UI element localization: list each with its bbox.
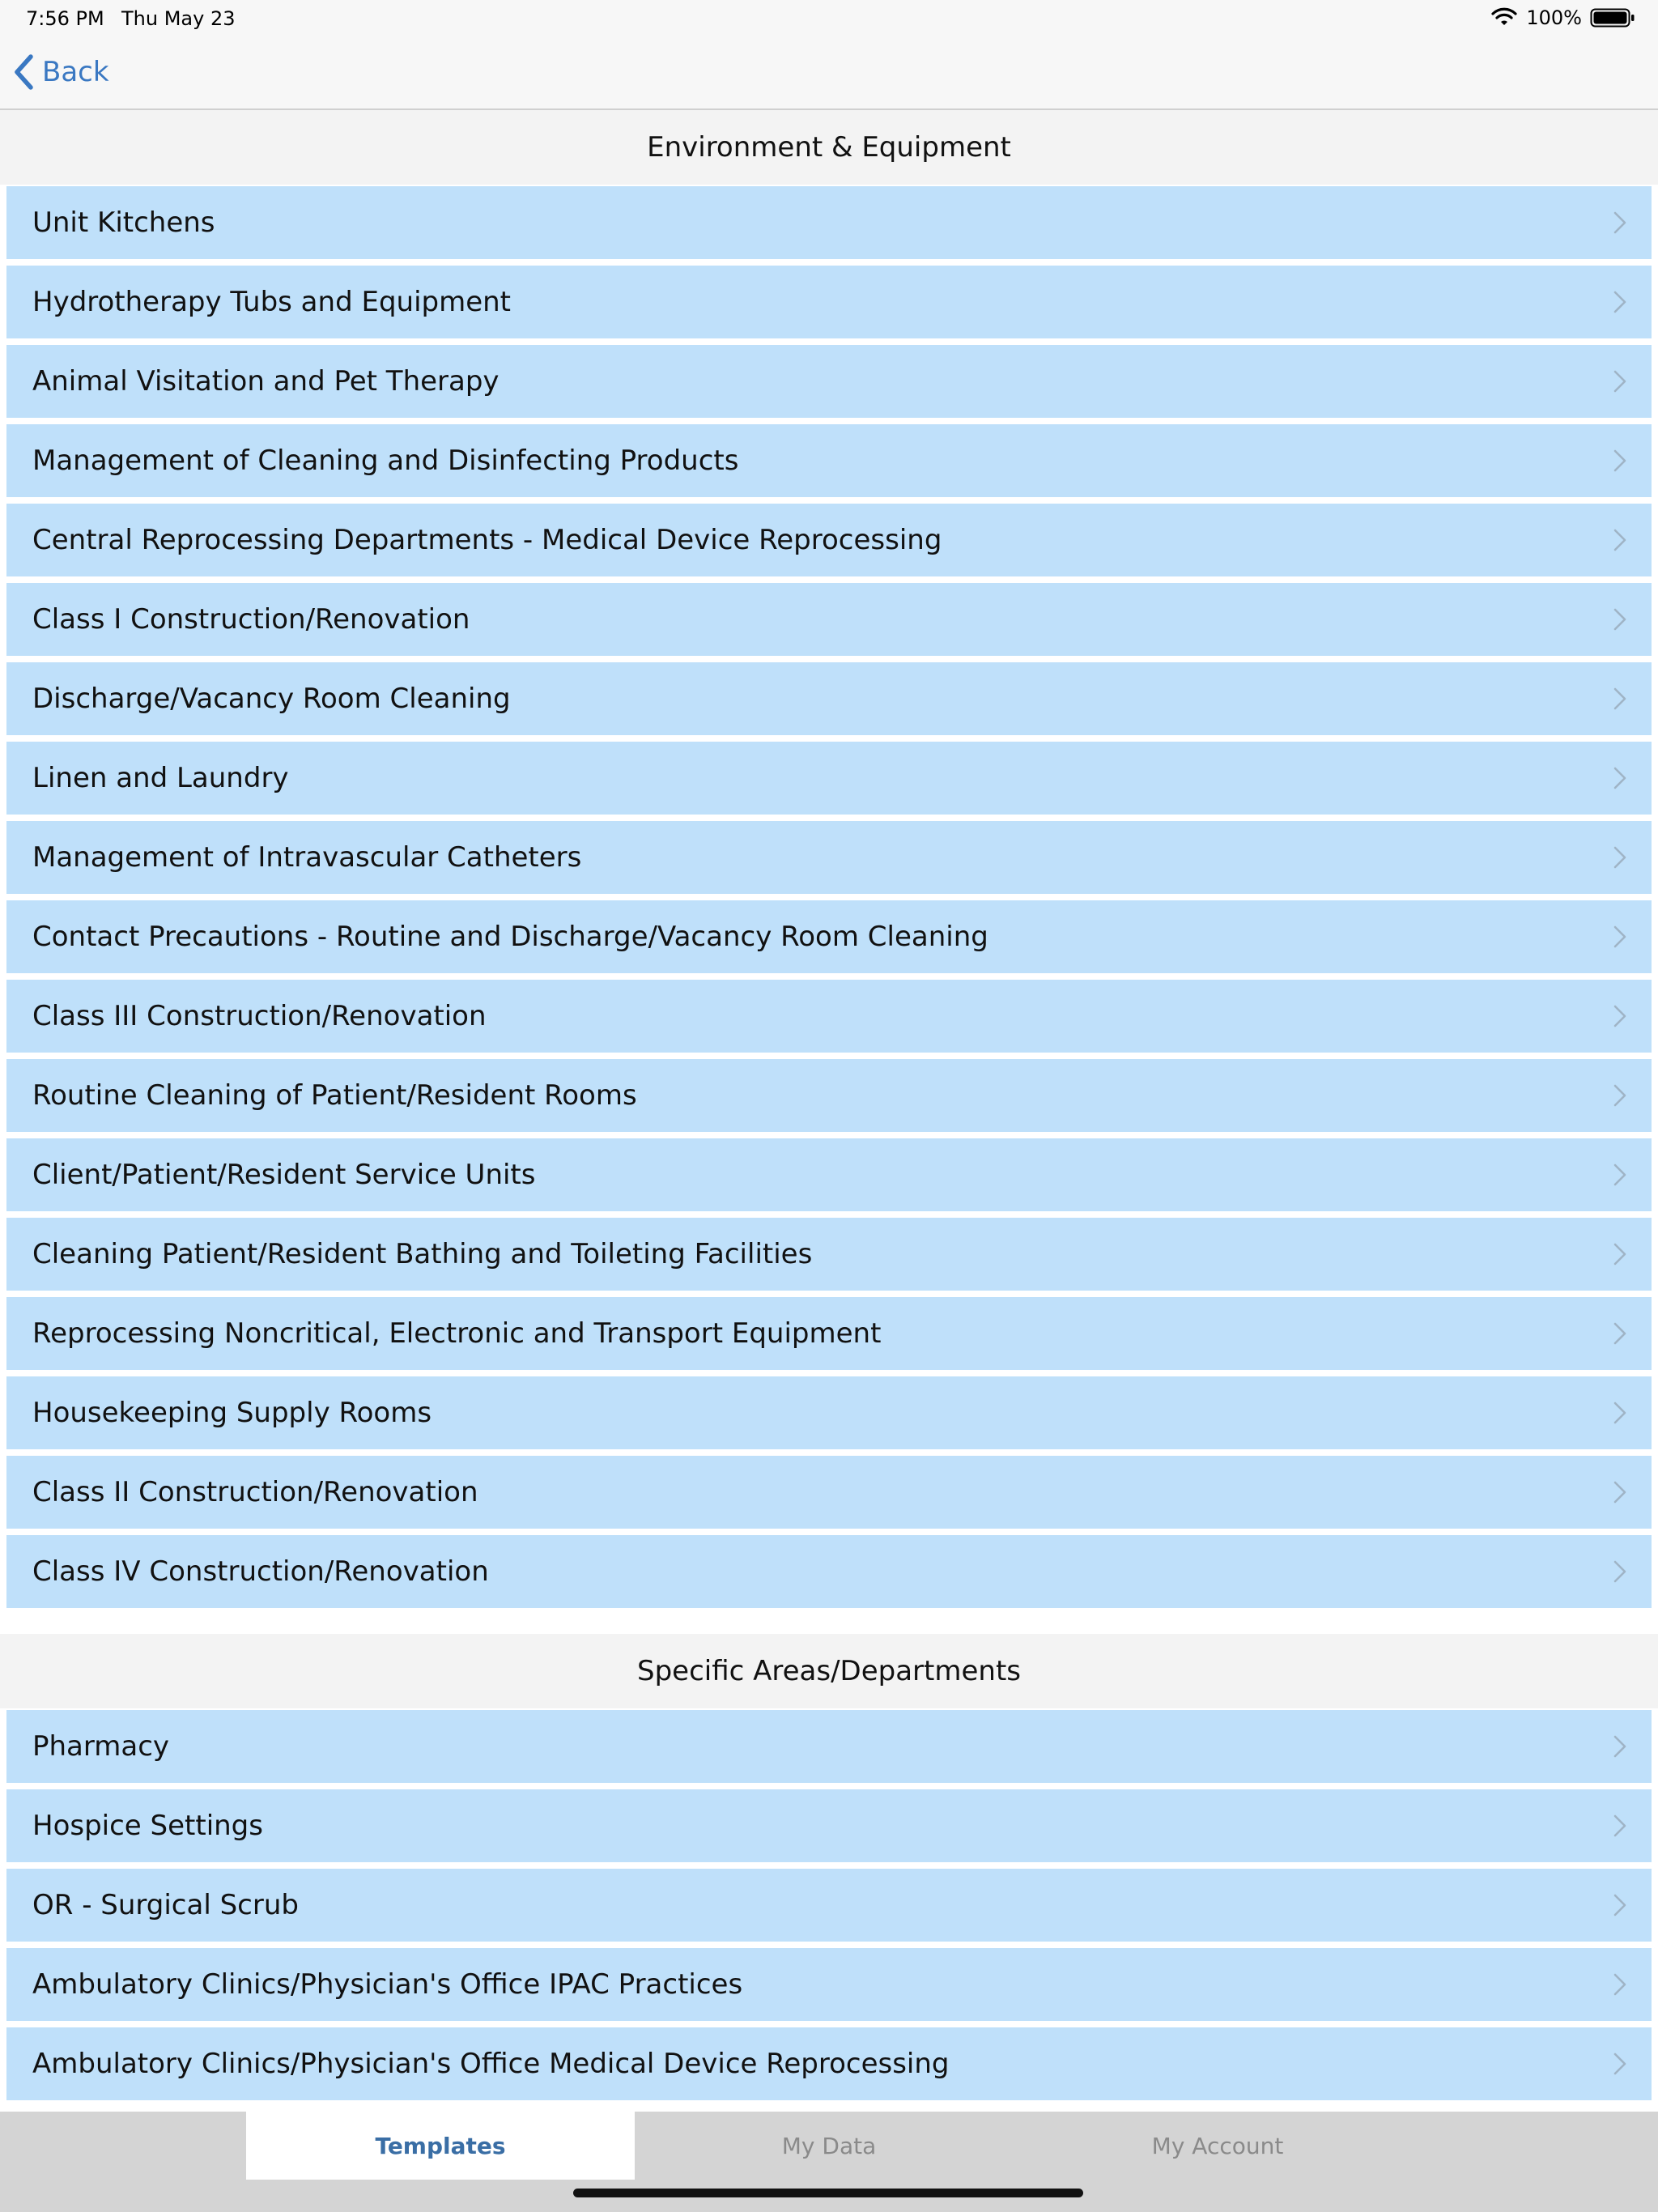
list-item-label: Pharmacy bbox=[32, 1730, 170, 1763]
tab-label: Templates bbox=[375, 2132, 506, 2159]
list-item[interactable] bbox=[6, 742, 1652, 815]
list-item-label: Class II Construction/Renovation bbox=[32, 1476, 478, 1508]
chevron-right-icon bbox=[1613, 290, 1627, 314]
tab-templates[interactable] bbox=[246, 2112, 635, 2180]
list-item[interactable] bbox=[6, 1138, 1652, 1211]
wifi-icon bbox=[1490, 7, 1518, 28]
chevron-right-icon bbox=[1613, 1083, 1627, 1108]
list-item-label: Routine Cleaning of Patient/Resident Rooms bbox=[32, 1079, 637, 1112]
tab-label: My Data bbox=[781, 2132, 877, 2159]
list-item[interactable] bbox=[6, 2027, 1652, 2100]
tab-my-data[interactable] bbox=[635, 2112, 1023, 2180]
list-item[interactable] bbox=[6, 1535, 1652, 1608]
list-item-label: Housekeeping Supply Rooms bbox=[32, 1397, 432, 1429]
list-item-label: Hospice Settings bbox=[32, 1810, 263, 1842]
chevron-right-icon bbox=[1613, 1321, 1627, 1346]
section-gap bbox=[0, 1610, 1658, 1634]
list-item-label: Discharge/Vacancy Room Cleaning bbox=[32, 683, 511, 715]
battery-percent: 100% bbox=[1526, 6, 1582, 29]
chevron-right-icon bbox=[1613, 607, 1627, 632]
chevron-right-icon bbox=[1613, 1480, 1627, 1504]
chevron-right-icon bbox=[1613, 528, 1627, 552]
status-time: 7:56 PM bbox=[26, 7, 104, 30]
section-title: Environment & Equipment bbox=[647, 131, 1011, 164]
chevron-right-icon bbox=[1613, 369, 1627, 393]
navigation-bar bbox=[0, 39, 1658, 110]
list-item[interactable] bbox=[6, 980, 1652, 1053]
chevron-right-icon bbox=[1613, 925, 1627, 949]
list-item-label: Linen and Laundry bbox=[32, 762, 289, 794]
list-item-label: Class I Construction/Renovation bbox=[32, 603, 470, 636]
list-item[interactable] bbox=[6, 504, 1652, 576]
list-item[interactable] bbox=[6, 424, 1652, 497]
section-title: Specific Areas/Departments bbox=[636, 1655, 1021, 1687]
chevron-right-icon bbox=[1613, 1559, 1627, 1584]
status-date: Thu May 23 bbox=[121, 7, 236, 30]
list-item[interactable] bbox=[6, 1059, 1652, 1132]
list-item-label: Unit Kitchens bbox=[32, 206, 215, 239]
list-item[interactable] bbox=[6, 662, 1652, 735]
list-item[interactable] bbox=[6, 345, 1652, 418]
list-item[interactable] bbox=[6, 266, 1652, 338]
list-item-label: Management of Intravascular Catheters bbox=[32, 841, 582, 874]
list-item[interactable] bbox=[6, 1376, 1652, 1449]
chevron-right-icon bbox=[1613, 845, 1627, 870]
chevron-right-icon bbox=[1613, 211, 1627, 235]
list-item[interactable] bbox=[6, 1297, 1652, 1370]
list-item[interactable] bbox=[6, 900, 1652, 973]
chevron-right-icon bbox=[1613, 1242, 1627, 1266]
home-indicator bbox=[573, 2189, 1083, 2197]
chevron-right-icon bbox=[1613, 2052, 1627, 2076]
list-item-label: Cleaning Patient/Resident Bathing and Toileting Facilities bbox=[32, 1238, 813, 1270]
section-header-environment bbox=[0, 110, 1658, 185]
chevron-right-icon bbox=[1613, 1893, 1627, 1917]
list-item-label: Contact Precautions - Routine and Discharge/Vacancy Room Cleaning bbox=[32, 921, 988, 953]
list-item[interactable] bbox=[6, 1789, 1652, 1862]
list-item[interactable] bbox=[6, 1218, 1652, 1291]
list-item-label: Animal Visitation and Pet Therapy bbox=[32, 365, 500, 398]
list-item-label: Ambulatory Clinics/Physician's Office IPAC Practices bbox=[32, 1968, 743, 2001]
chevron-right-icon bbox=[1613, 1004, 1627, 1028]
chevron-right-icon bbox=[1613, 1734, 1627, 1759]
list-item-label: Hydrotherapy Tubs and Equipment bbox=[32, 286, 512, 318]
back-label: Back bbox=[42, 56, 109, 88]
chevron-right-icon bbox=[1613, 1401, 1627, 1425]
chevron-right-icon bbox=[1613, 766, 1627, 790]
list-item-label: Ambulatory Clinics/Physician's Office Medical Device Reprocessing bbox=[32, 2048, 950, 2080]
chevron-left-icon bbox=[11, 53, 36, 91]
chevron-right-icon bbox=[1613, 1814, 1627, 1838]
list-item[interactable] bbox=[6, 821, 1652, 894]
list-item-label: Central Reprocessing Departments - Medical Device Reprocessing bbox=[32, 524, 942, 556]
list-item-label: Management of Cleaning and Disinfecting Products bbox=[32, 445, 739, 477]
status-bar bbox=[0, 0, 1658, 39]
tab-label: My Account bbox=[1151, 2132, 1284, 2159]
list-item[interactable] bbox=[6, 1710, 1652, 1783]
back-button[interactable] bbox=[11, 53, 109, 91]
status-right bbox=[1490, 6, 1635, 29]
list-item[interactable] bbox=[6, 1948, 1652, 2021]
section-header-specific-areas bbox=[0, 1634, 1658, 1708]
chevron-right-icon bbox=[1613, 687, 1627, 711]
list-item-label: Reprocessing Noncritical, Electronic and Transport Equipment bbox=[32, 1317, 882, 1350]
chevron-right-icon bbox=[1613, 1972, 1627, 1997]
specific-areas-list bbox=[6, 1710, 1652, 2107]
list-item[interactable] bbox=[6, 186, 1652, 259]
chevron-right-icon bbox=[1613, 449, 1627, 473]
list-item-label: Class III Construction/Renovation bbox=[32, 1000, 487, 1032]
list-item[interactable] bbox=[6, 583, 1652, 656]
chevron-right-icon bbox=[1613, 1163, 1627, 1187]
list-item[interactable] bbox=[6, 1456, 1652, 1529]
list-item-label: OR - Surgical Scrub bbox=[32, 1889, 299, 1921]
list-item-label: Client/Patient/Resident Service Units bbox=[32, 1159, 536, 1191]
environment-list bbox=[6, 186, 1652, 1614]
battery-icon bbox=[1590, 7, 1635, 28]
list-item-label: Class IV Construction/Renovation bbox=[32, 1555, 489, 1588]
list-item[interactable] bbox=[6, 1869, 1652, 1942]
tab-my-account[interactable] bbox=[1023, 2112, 1412, 2180]
